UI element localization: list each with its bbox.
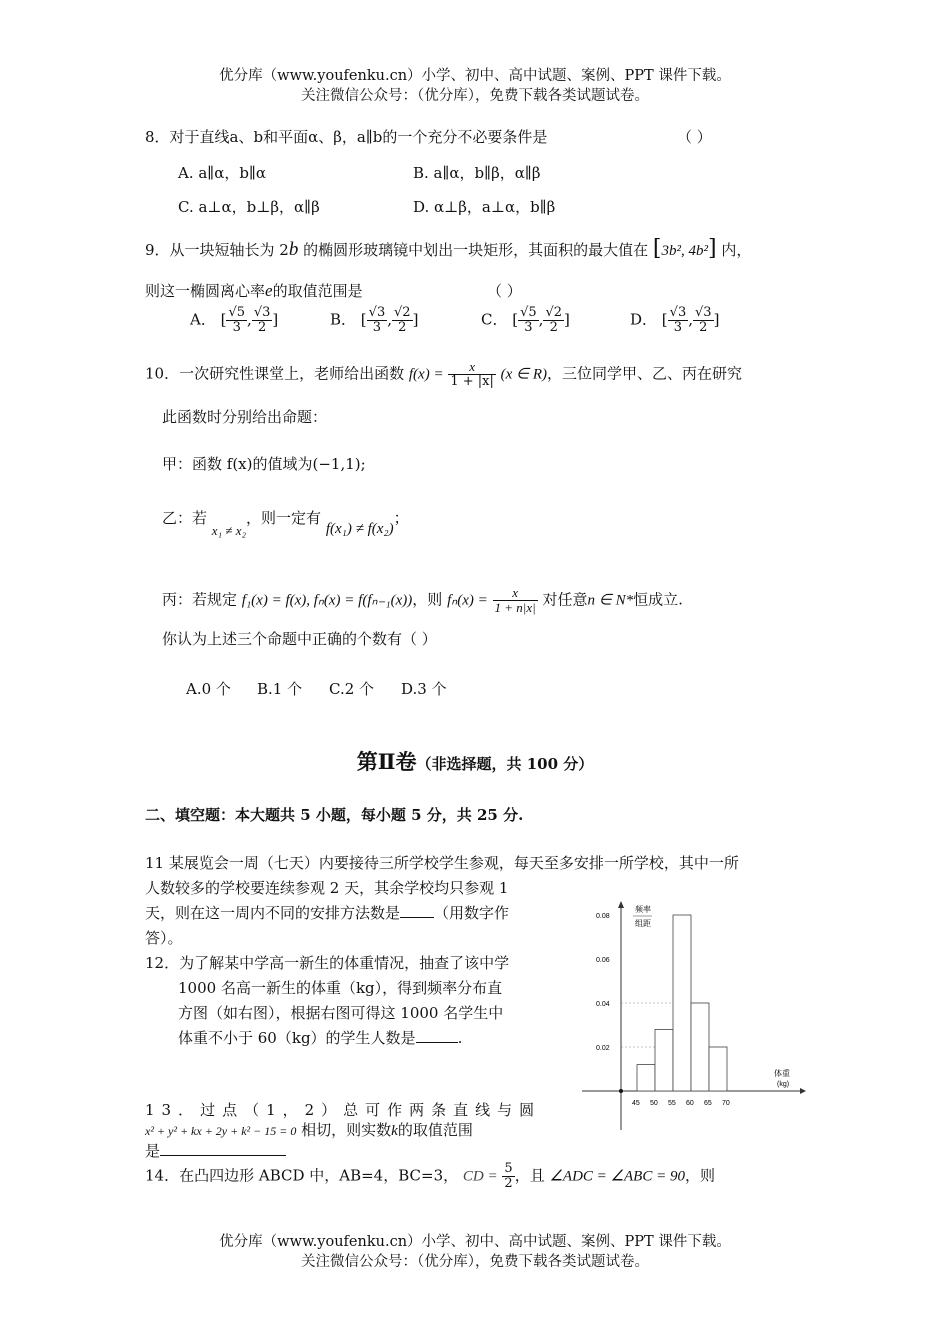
y-label-bottom: 组距 bbox=[635, 919, 651, 928]
q9-line2: 则这一椭圆离心率e的取值范围是 bbox=[145, 281, 363, 300]
q13-line3: 是 bbox=[145, 1140, 286, 1161]
q12-line4: 体重不小于 60（kg）的学生人数是 . bbox=[178, 1029, 463, 1047]
y-tick-label: 0.06 bbox=[596, 957, 610, 964]
q10-stem: 10．一次研究性课堂上，老师给出函数 f(x) = $\frac{x}{1 + |x|}$ (x ∈ R)，三位同学甲、乙、丙在研究 bbox=[145, 359, 743, 389]
part2-title: 第Ⅱ卷（非选择题，共 100 分） bbox=[356, 749, 594, 774]
q9-bracket: （ ） bbox=[487, 282, 522, 300]
q11-line3: 天，则在这一周内不同的安排方法数是 （用数字作 bbox=[145, 904, 510, 922]
histogram-bar bbox=[637, 1065, 655, 1091]
q9-option-b: B． [ $\frac{√3}{3}$ , $\frac{√2}{2}$ ] bbox=[330, 305, 419, 335]
q10-option-b: B.1 个 bbox=[257, 680, 303, 698]
q11-line2: 人数较多的学校要连续参观 2 天，其余学校均只参观 1 bbox=[145, 879, 509, 897]
x-tick-label: 65 bbox=[704, 1100, 712, 1107]
x-label: 体重 bbox=[774, 1069, 790, 1078]
q13-line2: x² + y² + kx + 2y + k² − 15 = 0 相切，则实数k的取值范围 bbox=[145, 1121, 473, 1139]
q9-option-c: C． [ $\frac{√5}{3}$ , $\frac{√2}{2}$ ] bbox=[481, 305, 570, 335]
q14-stem: 14．在凸四边形 ABCD 中，AB=4，BC=3， CD = $\frac{5}{2}$ ，且 ∠ADC = ∠ABC = 90，则 bbox=[145, 1161, 715, 1191]
q8-option-c: C. a⊥α，b⊥β，α∥β bbox=[178, 198, 320, 216]
x-unit: (kg) bbox=[777, 1081, 790, 1088]
q11-line4: 答）。 bbox=[145, 929, 183, 947]
header-line-2: 关注微信公众号：（优分库），免费下载各类试题试卷。 bbox=[301, 88, 649, 104]
q8-stem: 8．对于直线a、b和平面α、β，a∥b的一个充分不必要条件是 bbox=[145, 128, 548, 146]
y-label-top: 频率 bbox=[635, 905, 651, 914]
footer-line-1: 优分库（www.youfenku.cn）小学、初中、高中试题、案例、PPT 课件下载。 bbox=[219, 1234, 731, 1250]
q11-line1: 11 某展览会一周（七天）内要接待三所学校学生参观，每天至多安排一所学校，其中一所 bbox=[145, 854, 739, 872]
y-tick-label: 0.02 bbox=[596, 1045, 610, 1052]
q10-line2: 此函数时分别给出命题： bbox=[162, 408, 328, 426]
x-tick-label: 70 bbox=[722, 1100, 730, 1107]
x-tick-label: 50 bbox=[650, 1100, 658, 1107]
histogram-bar bbox=[673, 915, 691, 1091]
q10-statement-yi: 乙：若 x₁ ≠ x₂，则一定有 f(x₁) ≠ f(x₂)； bbox=[162, 509, 409, 538]
histogram-bar bbox=[709, 1047, 727, 1091]
q8-option-a: A. a∥α，b∥α bbox=[178, 164, 267, 182]
x-axis-arrow bbox=[800, 1088, 806, 1094]
q10-option-a: A.0 个 bbox=[186, 680, 231, 698]
q9-option-a: A． [ $\frac{√5}{3}$ , $\frac{√3}{2}$ ] bbox=[190, 305, 279, 335]
q9-stem: 9．从一块短轴长为 2b 的椭圆形玻璃镜中划出一块矩形，其面积的最大值在 [3b², 4b²] 内， bbox=[145, 236, 752, 261]
q12-line2: 1000 名高一新生的体重（kg），得到频率分布直 bbox=[178, 979, 503, 997]
origin-dot bbox=[619, 1089, 623, 1093]
header-line-1: 优分库（www.youfenku.cn）小学、初中、高中试题、案例、PPT 课件下载。 bbox=[219, 68, 731, 84]
y-tick-label: 0.08 bbox=[596, 913, 610, 920]
q8-option-d: D. α⊥β，a⊥α，b∥β bbox=[413, 198, 556, 216]
q10-statement-bing: 丙：若规定 f₁(x) = f(x), fₙ(x) = f(fₙ₋₁(x))，则 fₙ(x) = $\frac{x}{1 + n|x|}$ 对任意n ∈ N*恒成立. bbox=[162, 585, 683, 615]
y-axis-arrow bbox=[618, 901, 624, 908]
q12-line1: 12．为了解某中学高一新生的体重情况，抽查了该中学 bbox=[145, 954, 510, 972]
q8-bracket: （ ） bbox=[677, 128, 712, 146]
q10-option-d: D.3 个 bbox=[401, 680, 447, 698]
x-tick-label: 55 bbox=[668, 1100, 676, 1107]
q10-ask: 你认为上述三个命题中正确的个数有（ ） bbox=[162, 630, 437, 648]
q12-line3: 方图（如右图），根据右图可得这 1000 名学生中 bbox=[178, 1004, 504, 1022]
histogram-bar bbox=[655, 1029, 673, 1091]
histogram-chart bbox=[578, 898, 808, 1130]
section-heading: 二、填空题：本大题共 5 小题，每小题 5 分，共 25 分. bbox=[145, 806, 524, 824]
q10-option-c: C.2 个 bbox=[329, 680, 375, 698]
q9-option-d: D． [ $\frac{√3}{3}$ , $\frac{√3}{2}$ ] bbox=[630, 305, 720, 335]
y-tick-label: 0.04 bbox=[596, 1001, 610, 1008]
histogram-bar bbox=[691, 1003, 709, 1091]
footer-line-2: 关注微信公众号：（优分库），免费下载各类试题试卷。 bbox=[301, 1254, 649, 1270]
x-tick-label: 45 bbox=[632, 1100, 640, 1107]
q13-line1: 13．过点（1，2）总可作两条直线与圆 bbox=[145, 1101, 542, 1119]
x-tick-label: 60 bbox=[686, 1100, 694, 1107]
q8-option-b: B. a∥α，b∥β，α∥β bbox=[413, 164, 541, 182]
q10-statement-jia: 甲：函数 f(x)的值域为(−1,1); bbox=[162, 455, 366, 473]
